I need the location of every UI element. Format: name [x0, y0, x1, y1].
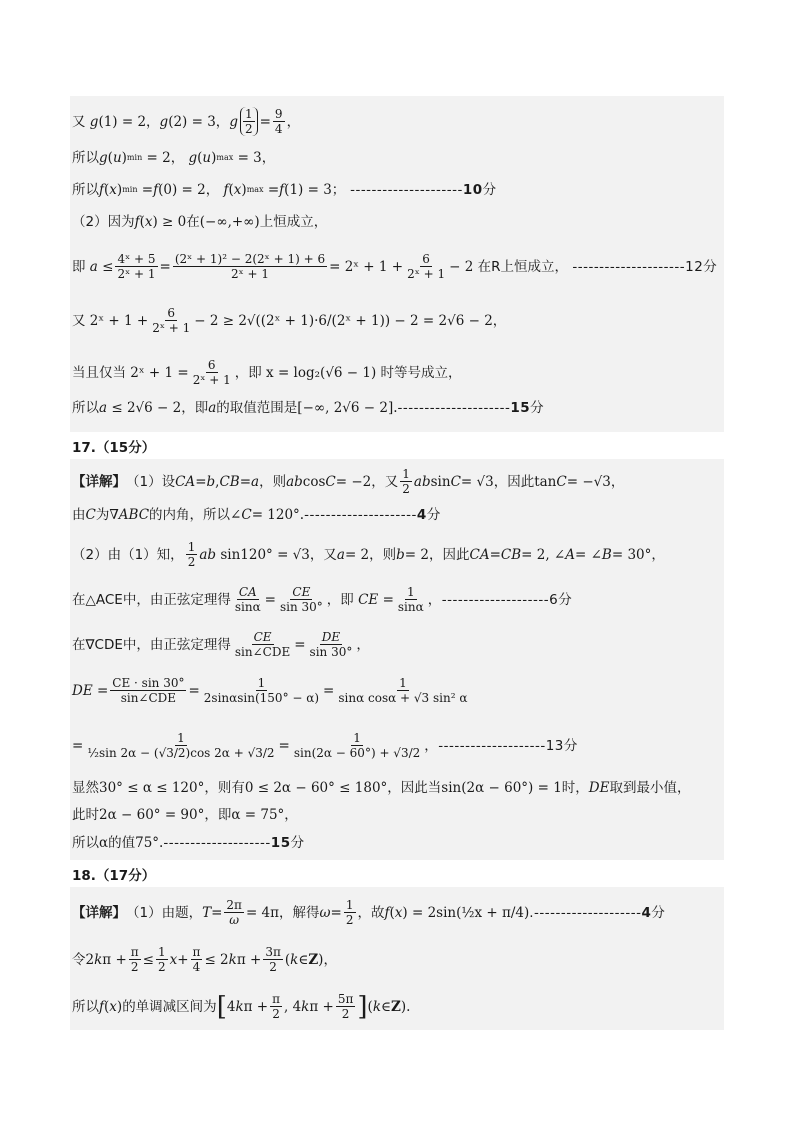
frac-half-18b: $\frac{1}{2}$	[157, 945, 166, 974]
line-g-min-max: 所以 g ( u ) min = 2， g ( u ) max = 3，	[72, 150, 276, 166]
frac-pi-4: $\frac{\pi}{4}$	[192, 945, 201, 974]
line-f-min-max: 所以 f ( x ) min = f (0) = 2， f ( x ) max = f (1) = 3； ---------------------10分	[72, 182, 497, 198]
frac-six: $\frac{6}{\text{2ˣ + 1}}$	[407, 252, 446, 281]
frac-ca-sina: $\frac{CA}{\sin\alpha}$	[234, 585, 261, 614]
frac-half: $\frac{1}{2}$	[240, 107, 258, 136]
line-18-part1: 【详解】 （1）由题， T = $\frac{2\pi}{\omega}$ = 4π ，解得 ω = $\frac{1}{2}$ ，故 f ( x ) = 2sin (½x + π/4) .--------------------4分	[72, 898, 666, 927]
frac-six-2: $\frac{6}{\text{2ˣ + 1}}$	[152, 306, 191, 335]
line-17-range: 显然 30° ≤ α ≤ 120° ，则有 0 ≤ 2α − 60° ≤ 180° ，因此当 sin(2α − 60°) = 1 时， DE 取到最小值，	[72, 780, 691, 796]
frac-pi-2: $\frac{\pi}{2}$	[130, 945, 139, 974]
frac-half-17b: $\frac{1}{2}$	[187, 540, 196, 569]
frac-half-18: $\frac{1}{2}$	[345, 898, 354, 927]
line-17-alpha: 此时 2α − 60° = 90° ，即 α = 75°，	[72, 807, 298, 823]
frac-six-3: $\frac{6}{\text{2ˣ + 1}}$	[192, 358, 231, 387]
question-17-header: 17.（15分）	[72, 440, 156, 456]
frac-one-sina: $\frac{1}{\sin\alpha}$	[397, 585, 424, 614]
line-18-interval: 所以 f ( x ) 的单调减区间为 [ 4 k π + $\frac{\pi}{2}$ , 4 k π + $\frac{5\pi}{2}$ ] ( k ∈ Z ).	[72, 991, 411, 1022]
frac-de-4: $\frac{1}{\text{½sin 2α − (√3/2)cos 2α + √3/2}}$	[87, 731, 275, 760]
frac-de-1: $\frac{CE \cdot \sin 30^\circ}{\text{sin∠CDE}}$	[112, 676, 185, 705]
line-17-part2: （2）由（1）知， $\frac{1}{2}$ ab sin120° = √3 ，又 a = 2 ，则 b = 2 ，因此 CA = CB = 2, ∠ A = ∠ B = 30°，	[72, 540, 665, 569]
frac-half-17: $\frac{1}{2}$	[402, 467, 410, 496]
frac-5pi-2: $\frac{5\pi}{2}$	[337, 992, 354, 1021]
line-17-part1: 【详解】 （1）设 CA = b , CB = a ，则 ab cos C = −2 ，又 $\frac{1}{2}$ ab sin C = √3 ，因此 tan C = −√3，	[72, 467, 625, 496]
question-18-header: 18.（17分）	[72, 868, 156, 884]
frac-pi-2b: $\frac{\pi}{2}$	[272, 992, 280, 1021]
frac-a-lhs: $\frac{\text{4ˣ + 5}}{\text{2ˣ + 1}}$	[117, 252, 156, 281]
frac-3pi-2: $\frac{3\pi}{2}$	[265, 945, 281, 974]
frac-ce-sin30: $\frac{CE}{\sin 30^\circ}$	[279, 585, 323, 614]
line-a-bound: 即 a ≤ $\frac{\text{4ˣ + 5}}{\text{2ˣ + 1}}$ = $\frac{\text{(2ˣ + 1)² − 2(2ˣ + 1) + 6}}{\text{2ˣ + 1}}$ = 2ˣ + 1 + $\frac{6}{\text{2ˣ + 1}}$ − 2 在R上恒成立， ---------------------12分	[72, 252, 718, 281]
line-17-angle-c: 由 C 为 ∇ ABC 的内角，所以 ∠ C = 120°. ---------------------4分	[72, 507, 441, 523]
line-17-result: 所以 α 的值 75°. --------------------15分	[72, 835, 305, 851]
frac-ce-cde: $\frac{CE}{\text{sin∠CDE}}$	[234, 630, 291, 659]
line-18-inequality: 令 2 k π + $\frac{\pi}{2}$ ≤ $\frac{1}{2}$ x + $\frac{\pi}{4}$ ≤ 2 k π + $\frac{3\pi}{2}$ ( k ∈ Z )，	[72, 945, 337, 974]
line-inequality: 又 2ˣ + 1 + $\frac{6}{\text{2ˣ + 1}}$ − 2 ≥ 2√((2ˣ + 1)·6/(2ˣ + 1)) − 2 = 2√6 − 2，	[72, 306, 507, 335]
frac-de-3: $\frac{1}{\text{sinα cosα + √3 sin² α}}$	[338, 676, 468, 705]
frac-de-2: $\frac{1}{2\sin\alpha\sin(150^\circ - \alpha)}$	[203, 676, 320, 705]
frac-2pi-omega: $\frac{2\pi}{\omega}$	[226, 898, 242, 927]
line-17-sine-law-ace: 在△ACE中，由正弦定理得 $\frac{CA}{\sin\alpha}$ = $\frac{CE}{\sin 30^\circ}$ ，即 CE = $\frac{1}{\sin\alpha}$ ，--------------------6分	[72, 585, 573, 614]
line-17-de-simplified: = $\frac{1}{\text{½sin 2α − (√3/2)cos 2α + √3/2}}$ = $\frac{1}{\sin(2\alpha - 60^\circ) + √3/2}$ ，--------------------13分	[72, 731, 578, 760]
frac-a-mid: $\frac{\text{(2ˣ + 1)² − 2(2ˣ + 1) + 6}}{\text{2ˣ + 1}}$	[174, 252, 326, 281]
line-17-de-expr: DE = $\frac{CE \cdot \sin 30^\circ}{\text{sin∠CDE}}$ = $\frac{1}{2\sin\alpha\sin(150^\circ - \alpha)}$ = $\frac{1}{\text{sinα cosα + √3 sin² α}}$	[72, 676, 468, 705]
line-17-sine-law-cde: 在∇CDE中，由正弦定理得 $\frac{CE}{\text{sin∠CDE}}$ = $\frac{DE}{\sin 30^\circ}$ ，	[72, 630, 370, 659]
frac-de-5: $\frac{1}{\sin(2\alpha - 60^\circ) + √3/2}$	[293, 731, 421, 760]
frac-nine-four: $\frac{9}{4}$	[274, 107, 283, 136]
frac-de-sin30: $\frac{DE}{\sin 30^\circ}$	[309, 630, 353, 659]
line-g-values: 又 g (1) = 2， g (2) = 3， g $\frac{1}{2}$ = $\frac{9}{4}$ ，	[72, 107, 301, 136]
line-a-range: 所以 a ≤ 2√6 − 2 ，即 a 的取值范围是 [−∞, 2√6 − 2]. ---------------------15分	[72, 400, 545, 416]
line-equality-case: 当且仅当 2ˣ + 1 = $\frac{6}{\text{2ˣ + 1}}$ ，即 x = log₂(√6 − 1) 时等号成立，	[72, 358, 462, 387]
line-part2-condition: （2）因为 f ( x ) ≥ 0 在 (−∞,+∞) 上恒成立，	[72, 214, 328, 230]
